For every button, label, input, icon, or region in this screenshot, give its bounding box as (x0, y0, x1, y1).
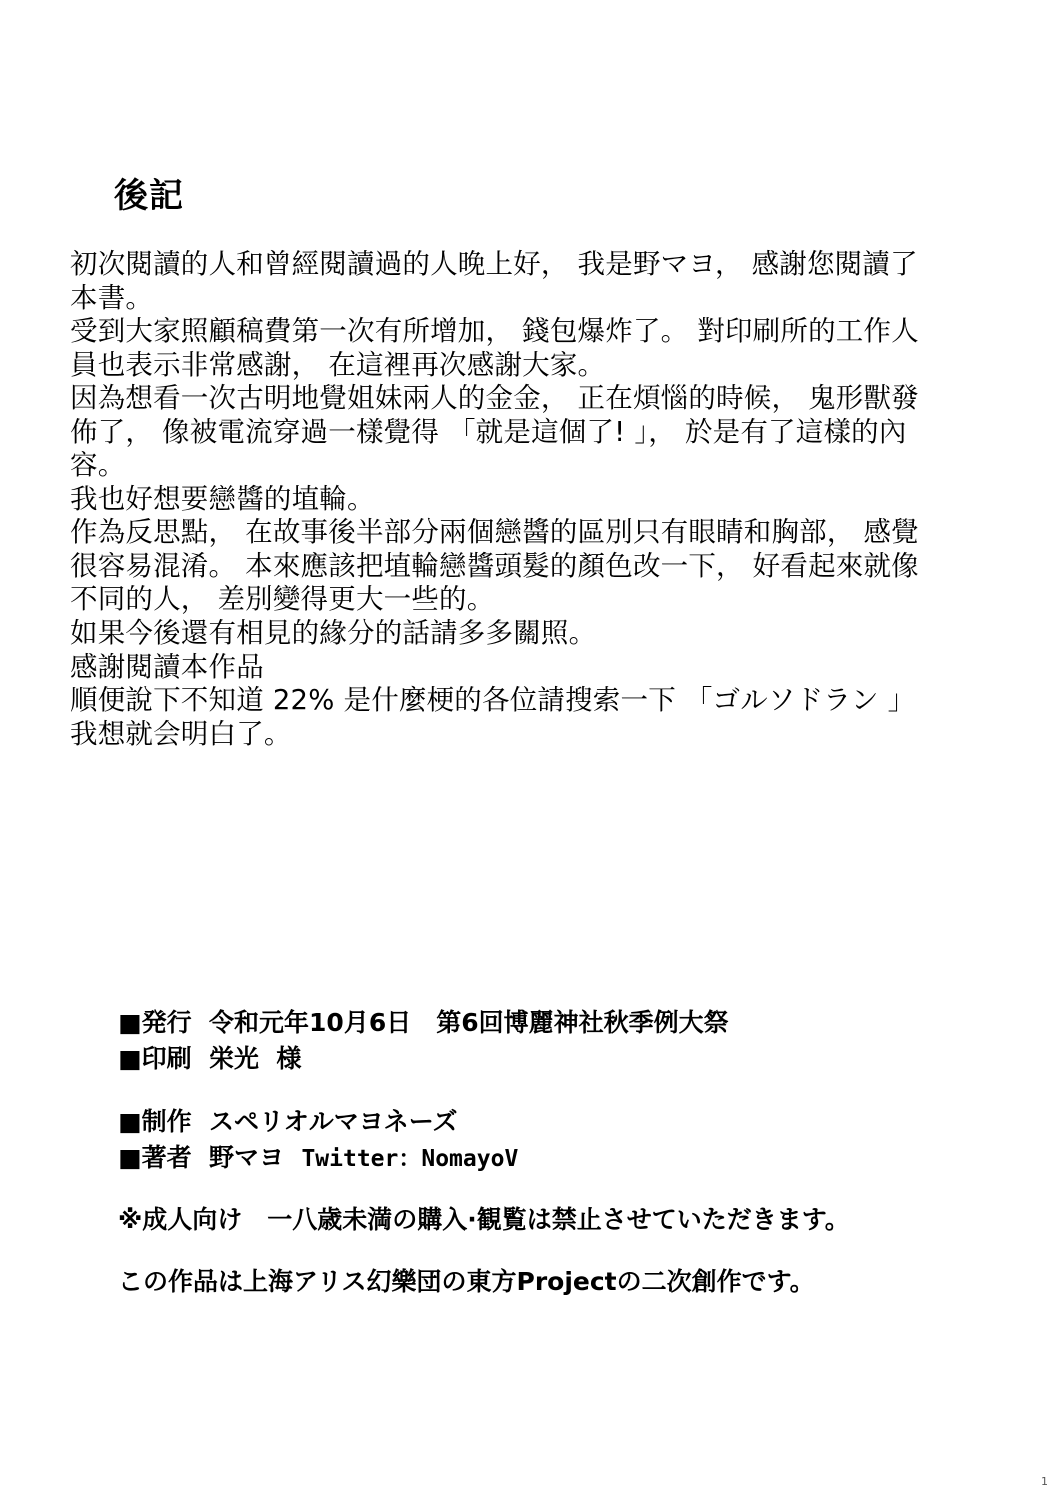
colophon-author-label: ■著者 野マヨ (118, 1142, 302, 1172)
afterword-paragraph: 因為想看一次古明地覺姐妹兩人的金金， 正在煩惱的時候， 鬼形獸發佈了， 像被電流穿過一樣覺得 「就是這個了! 」， 於是有了這樣的內容。 (70, 382, 919, 482)
afterword-paragraph: 我也好想要戀醬的埴輪。 (70, 482, 375, 515)
colophon-author-twitter: Twitter：NomayoV (301, 1145, 519, 1172)
colophon-publication: ■発行 令和元年10月6日 第6回博麗神社秋季例大祭 (118, 1008, 729, 1037)
afterword-heading: 後記 (114, 176, 184, 216)
afterword-paragraph: 順便說下不知道 22% 是什麼梗的各位請搜索一下 「ゴルソドラン 」 我想就会明白了。 (70, 684, 916, 750)
adult-notice: ※成人向け 一八歳未満の購入·観覧は禁止させていただきます。 (118, 1205, 850, 1235)
afterword-paragraph: 如果今後還有相見的緣分的話請多多關照。 (70, 617, 597, 650)
colophon-printing: ■印刷 栄光 様 (118, 1044, 302, 1074)
page-number: 1 (1041, 1475, 1048, 1488)
colophon-author (118, 1140, 998, 1176)
colophon-production: ■制作 スペリオルマヨネーズ (118, 1106, 458, 1136)
afterword-paragraph: 受到大家照顧稿費第一次有所增加， 錢包爆炸了。 對印刷所的工作人員也表示非常感謝， 在這裡再次感謝大家。 (70, 315, 919, 381)
afterword-paragraph: 初次閱讀的人和曾經閱讀過的人晚上好， 我是野マヨ， 感謝您閱讀了本書。 (70, 248, 918, 314)
afterword-body (70, 248, 930, 751)
colophon-block (118, 1005, 998, 1301)
afterword-paragraph: 感謝閱讀本作品 (70, 650, 264, 683)
afterword-paragraph: 作為反思點， 在故事後半部分兩個戀醬的區別只有眼睛和胸部， 感覺很容易混淆。 本來應該把埴輪戀醬頭髮的顏色改一下， 好看起來就像不同的人， 差別變得更大一些的。 (70, 516, 919, 616)
derivative-notice: この作品は上海アリス幻樂団の東方Projectの二次創作です。 (118, 1267, 815, 1297)
